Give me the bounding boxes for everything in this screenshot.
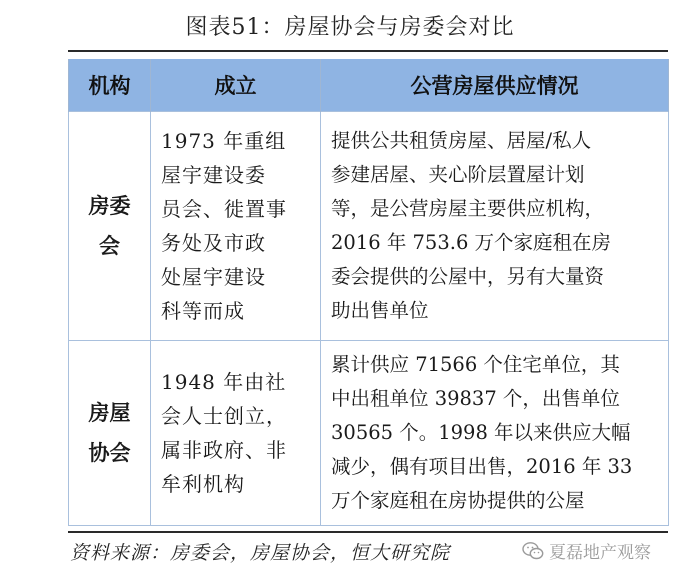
- org-line: 房屋: [88, 401, 131, 425]
- supply-line: 等，是公营房屋主要供应机构，: [331, 197, 605, 220]
- established-line: 属非政府、非: [161, 438, 287, 462]
- supply-line: 30565 个。1998 年以来供应大幅: [331, 421, 631, 444]
- established-line: 牟利机构: [161, 472, 245, 496]
- supply-line: 助出售单位: [331, 299, 429, 322]
- header-supply: 公营房屋供应情况: [321, 59, 669, 112]
- header-established: 成立: [151, 59, 321, 112]
- org-line: 房委: [88, 194, 131, 218]
- supply-cell: [321, 341, 669, 526]
- wechat-icon: [522, 541, 544, 561]
- comparison-table: [68, 59, 669, 526]
- supply-line: 提供公共租赁房屋、居屋/私人: [331, 129, 592, 152]
- supply-line: 减少，偶有项目出售，2016 年 33: [331, 455, 633, 478]
- org-line: 协会: [88, 441, 131, 465]
- established-line: 科等而成: [161, 299, 245, 323]
- established-line: 会人士创立，: [161, 404, 287, 428]
- established-line: 屋宇建设委: [161, 163, 266, 187]
- org-cell: [69, 112, 151, 341]
- supply-line: 万个家庭租在房协提供的公屋: [331, 489, 585, 512]
- bottom-rule: [68, 531, 668, 533]
- supply-line: 累计供应 71566 个住宅单位，其: [331, 353, 620, 376]
- supply-line: 委会提供的公屋中，另有大量资: [331, 265, 605, 288]
- top-rule: [68, 50, 668, 52]
- supply-line: 中出租单位 39837 个，出售单位: [331, 387, 620, 410]
- table-row: [69, 112, 669, 341]
- established-line: 1973 年重组: [161, 129, 287, 153]
- established-cell: [151, 341, 321, 526]
- org-cell: [69, 341, 151, 526]
- source-note: 资料来源：房委会，房屋协会，恒大研究院: [70, 542, 451, 564]
- header-row: [69, 59, 669, 112]
- header-org: 机构: [69, 59, 151, 112]
- watermark: [522, 538, 651, 563]
- watermark-text: 夏磊地产观察: [549, 543, 651, 563]
- supply-line: 2016 年 753.6 万个家庭租在房: [331, 231, 612, 254]
- established-line: 1948 年由社: [161, 370, 287, 394]
- established-cell: [151, 112, 321, 341]
- supply-line: 参建居屋、夹心阶层置屋计划: [331, 163, 585, 186]
- established-line: 务处及市政: [161, 231, 266, 255]
- figure-title: 图表51：房屋协会与房委会对比: [185, 15, 515, 40]
- established-line: 处屋宇建设: [161, 265, 266, 289]
- established-line: 员会、徙置事: [161, 197, 287, 221]
- org-line: 会: [99, 234, 120, 258]
- table-row: [69, 341, 669, 526]
- supply-cell: [321, 112, 669, 341]
